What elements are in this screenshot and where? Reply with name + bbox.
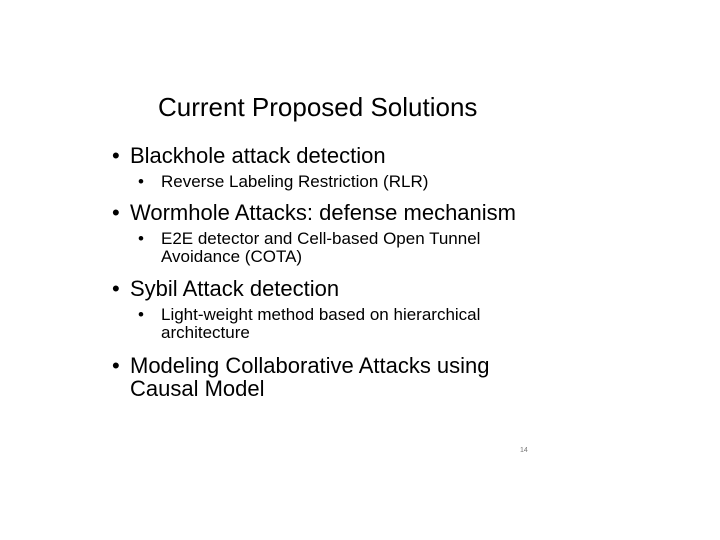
- bullet-marker: •: [112, 143, 120, 168]
- sub-bullet-marker: •: [138, 229, 144, 248]
- bullet-text: Modeling Collaborative Attacks using Causal Model: [130, 353, 490, 401]
- bullet-marker: •: [112, 353, 120, 378]
- sub-bullet-text: Reverse Labeling Restriction (RLR): [161, 172, 429, 191]
- sub-bullet-text: E2E detector and Cell-based Open Tunnel Avoidance (COTA): [161, 229, 481, 266]
- bullet-marker: •: [112, 200, 120, 225]
- sub-bullet-marker: •: [138, 172, 144, 191]
- bullet-text: Sybil Attack detection: [130, 276, 340, 301]
- bullet-text: Blackhole attack detection: [130, 143, 386, 168]
- bullet-text: Wormhole Attacks: defense mechanism: [130, 200, 516, 225]
- page-number: 14: [520, 447, 528, 454]
- slide-title: Current Proposed Solutions: [158, 92, 478, 122]
- sub-bullet-marker: •: [138, 305, 144, 324]
- sub-bullet-text: Light-weight method based on hierarchical architecture: [161, 305, 481, 342]
- bullet-marker: •: [112, 276, 120, 301]
